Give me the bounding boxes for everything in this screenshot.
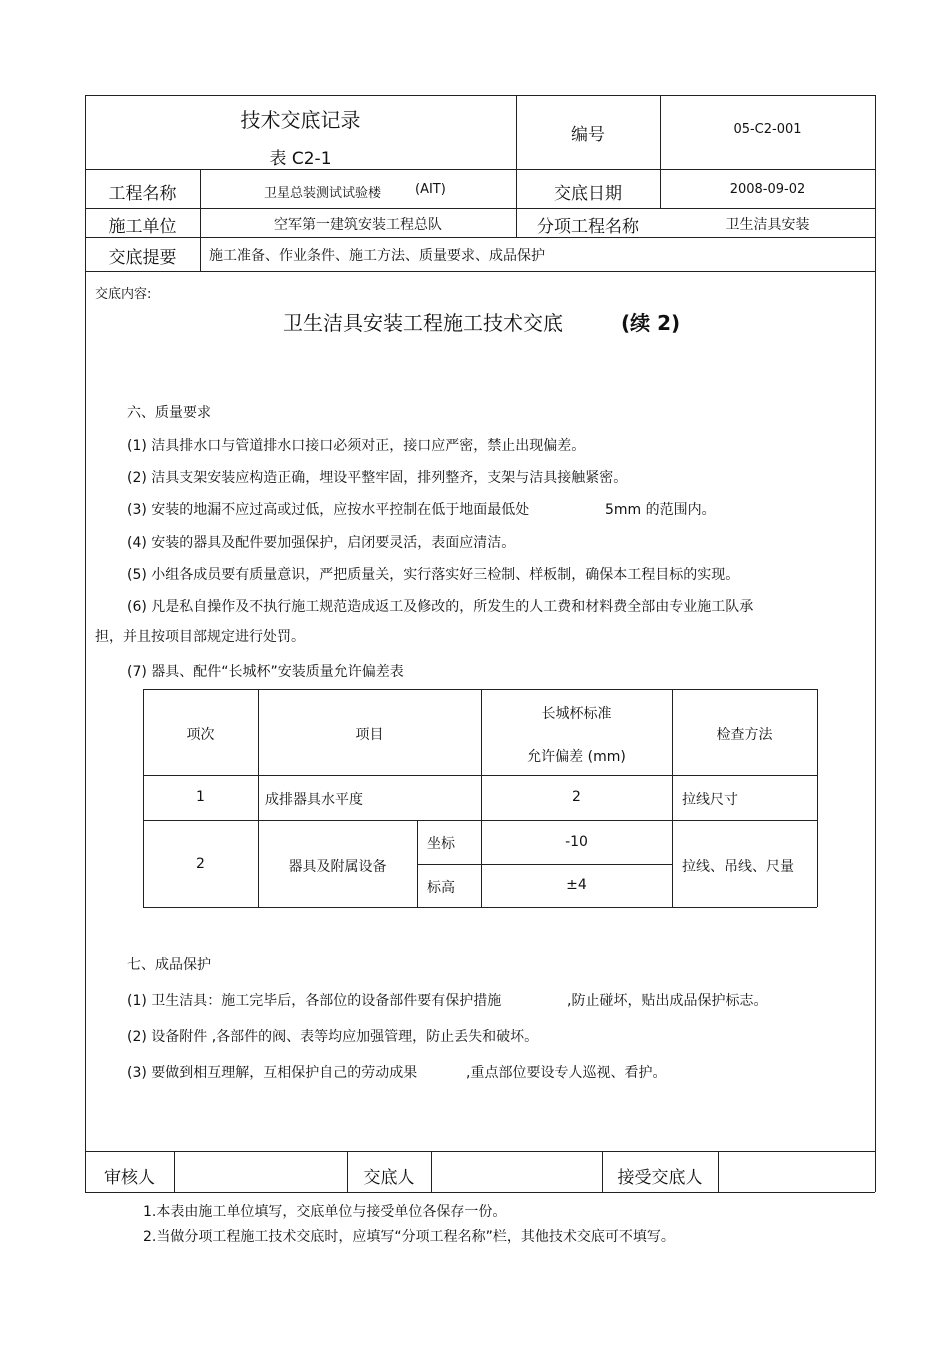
quality-item-4: (4) 安装的器具及配件要加强保护，启闭要灵活，表面应清洁。 <box>127 535 516 551</box>
unit-label: 施工单位 <box>108 217 177 237</box>
quality-item-1: (1) 洁具排水口与管道排水口接口必须对正，接口应严密，禁止出现偏差。 <box>127 438 586 454</box>
quality-item-7: (7) 器具、配件“长城杯”安装质量允许偏差表 <box>127 664 404 680</box>
quality-heading: 六、质量要求 <box>127 405 211 421</box>
discloser-label: 交底人 <box>363 1168 415 1188</box>
row1-value: 2 <box>572 789 581 805</box>
protect-item-1: (1) 卫生洁具：施工完毕后，各部位的设备部件要有保护措施 <box>127 993 502 1009</box>
project-abbr: (AIT) <box>415 182 446 197</box>
th-tolerance: 允许偏差 (mm) <box>527 749 626 765</box>
quality-item-2: (2) 洁具支架安装应构造正确，埋设平整牢固，排列整齐，支架与洁具接触紧密。 <box>127 470 628 486</box>
content-title: 卫生洁具安装工程施工技术交底 <box>283 311 563 335</box>
reviewer-label: 审核人 <box>104 1168 155 1188</box>
row2-method: 拉线、吊线、尺量 <box>682 859 794 875</box>
quality-item-3-tail: 5mm 的范围内。 <box>605 502 716 518</box>
code-value: 05-C2-001 <box>733 122 802 137</box>
protect-item-1-tail: ,防止碰坏，贴出成品保护标志。 <box>567 993 768 1009</box>
row1-no: 1 <box>196 789 205 805</box>
subitem-value: 卫生洁具安装 <box>725 217 810 233</box>
th-standard: 长城杯标准 <box>541 706 612 722</box>
project-value: 卫星总装测试试验楼 <box>264 186 382 201</box>
th-item: 项目 <box>355 727 384 743</box>
footnote-1: 1.本表由施工单位填写，交底单位与接受单位各保存一份。 <box>143 1204 507 1220</box>
discloser-signature-field[interactable] <box>432 1152 601 1191</box>
reviewer-signature-field[interactable] <box>175 1152 346 1191</box>
row2-item: 器具及附属设备 <box>288 859 387 875</box>
code-label: 编号 <box>571 125 605 145</box>
quality-item-6-cont: 担，并且按项目部规定进行处罚。 <box>95 629 305 645</box>
summary-value: 施工准备、作业条件、施工方法、质量要求、成品保护 <box>209 248 545 264</box>
protect-heading: 七、成品保护 <box>127 957 211 973</box>
unit-value: 空军第一建筑安装工程总队 <box>274 217 442 233</box>
form-number: 表 C2-1 <box>269 149 332 169</box>
row2a-sub: 坐标 <box>427 836 455 852</box>
th-no: 项次 <box>186 727 215 743</box>
date-label: 交底日期 <box>554 184 622 204</box>
project-label: 工程名称 <box>108 184 177 204</box>
subitem-label: 分项工程名称 <box>537 217 639 237</box>
row1-method: 拉线尺寸 <box>682 792 738 808</box>
quality-item-5: (5) 小组各成员要有质量意识，严把质量关，实行落实好三检制、样板制，确保本工程目标的实现。 <box>127 567 740 583</box>
receiver-label: 接受交底人 <box>617 1168 703 1188</box>
content-label: 交底内容: <box>95 287 152 302</box>
quality-item-3: (3) 安装的地漏不应过高或过低，应按水平控制在低于地面最低处 <box>127 502 530 518</box>
th-method: 检查方法 <box>716 727 773 743</box>
row2a-value: -10 <box>565 834 588 850</box>
date-value: 2008-09-02 <box>729 182 806 197</box>
protect-item-3: (3) 要做到相互理解，互相保护自己的劳动成果 <box>127 1065 418 1081</box>
content-title-suffix: (续 2) <box>621 311 681 335</box>
quality-item-6: (6) 凡是私自操作及不执行施工规范造成返工及修改的，所发生的人工费和材料费全部由专业施工队承 <box>127 599 754 615</box>
row2b-value: ±4 <box>566 877 587 893</box>
row1-item: 成排器具水平度 <box>265 792 363 808</box>
summary-label: 交底提要 <box>108 248 177 268</box>
form-title: 技术交底记录 <box>240 108 361 132</box>
row2-no: 2 <box>196 856 205 872</box>
row2b-sub: 标高 <box>427 880 455 896</box>
receiver-signature-field[interactable] <box>719 1152 874 1191</box>
footnote-2: 2.当做分项工程施工技术交底时，应填写“分项工程名称”栏，其他技术交底可不填写。 <box>143 1229 675 1245</box>
protect-item-3-tail: ,重点部位要设专人巡视、看护。 <box>466 1065 667 1081</box>
protect-item-2: (2) 设备附件 ,各部件的阀、表等均应加强管理，防止丢失和破坏。 <box>127 1029 539 1045</box>
